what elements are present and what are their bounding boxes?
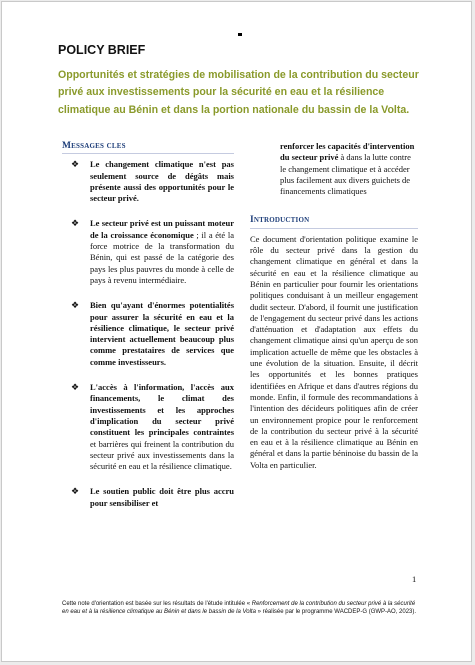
- page-mark: [238, 33, 242, 36]
- brief-title: Opportunités et stratégies de mobilisation de la contribution du secteur privé aux investissements pour la sécurité en eau et la résilience climatique au Bénin et dans la portion nationale du bassin de la Volta.: [58, 69, 419, 116]
- message-text: et barrières qui freinent la contribution du secteur privé aux investissements dans la sécurité en eau et la résilience climatique.: [90, 438, 234, 472]
- key-message: [62, 300, 234, 368]
- four-diamond-bullet-icon: ❖: [71, 486, 80, 497]
- message-continuation: [280, 141, 418, 197]
- footnote-suffix: » réalisée par le programme WACDEP-G (GWP-AO, 2023).: [255, 609, 417, 615]
- key-message: [62, 159, 234, 204]
- footnote: [62, 600, 418, 616]
- key-messages-list: [62, 159, 234, 509]
- footnote-prefix: Cette note d'orientation est basée sur les résultats de l'étude intitulée «: [62, 601, 252, 607]
- document-page: [1, 1, 472, 662]
- four-diamond-bullet-icon: ❖: [71, 382, 80, 393]
- four-diamond-bullet-icon: ❖: [71, 159, 80, 170]
- four-diamond-bullet-icon: ❖: [71, 218, 80, 229]
- brief-label: POLICY BRIEF: [58, 43, 146, 57]
- intro-heading: Introduction: [250, 215, 418, 228]
- message-bold: Bien qu'ayant d'énormes potentialités pour assurer la sécurité en eau et la résilience climatique, le secteur privé intervient actuellement beaucoup plus comme prestataires de services que comme investisseurs.: [90, 300, 234, 367]
- continuation-text: à dans la lutte contre le changement climatique et à accéder plus facilement aux divers guichets de financements climatiques: [280, 152, 411, 197]
- message-bold: Le soutien public doit être plus accru pour sensibiliser et: [90, 486, 234, 508]
- right-column: [250, 141, 418, 471]
- continuation-bold: renforcer les capacités d'intervention du secteur privé: [280, 141, 415, 163]
- key-message: [62, 218, 234, 286]
- message-text: ; il a été la force motrice de la transformation du Bénin, qui est passé de la catégorie des pays les plus pauvres du monde à celle de pays à revenu intermédiaire.: [90, 229, 234, 285]
- message-bold: Le changement climatique n'est pas seulement source de dégâts mais présente aussi des opportunités pour le secteur privé.: [90, 159, 234, 204]
- left-column: [62, 141, 234, 523]
- four-diamond-bullet-icon: ❖: [71, 300, 80, 311]
- message-bold: L'accès à l'information, l'accès aux financements, le climat des investissements et les approches d'implication du secteur privé constituent les principales contraintes: [90, 382, 234, 438]
- message-bold: Le secteur privé est un puissant moteur de la croissance économique: [90, 218, 234, 240]
- page-number: 1: [412, 574, 417, 584]
- key-message: [62, 382, 234, 472]
- footnote-study-title: Renforcement de la contribution du secteur privé à la sécurité en eau et à la résilience climatique au Bénin et dans le bassin de la Volta: [62, 601, 416, 615]
- intro-text: Ce document d'orientation politique examine le rôle du secteur privé dans la gestion du changement climatique en général et dans la sécurité en eau et la résilience climatique au Bénin en particulier pour fournir les orientations politiques conduisant à un meilleur engagement dudit secteur. D'abord, il fournit une justification de l'engagement du secteur privé dans les actions d'atténuation et d'adaptation aux effets du changement climatique ainsi qu'un aperçu de son implication actuelle de même que les obstacles à une évolution de la situation. Ensuite, il décrit les opportunités et les bonnes pratiques identifiées en Afrique et dans d'autres régions du monde. Enfin, il formule des recommandations à l'intention des décideurs politiques afin de créer un environnement propice pour le renforcement de la contribution du secteur privé à la sécurité en eau et à la résilience climatique au Bénin en général et dans la partie béninoise du bassin de la Volta en particulier.: [250, 233, 418, 470]
- key-message: [62, 486, 234, 509]
- messages-heading: Messages cles: [62, 141, 234, 154]
